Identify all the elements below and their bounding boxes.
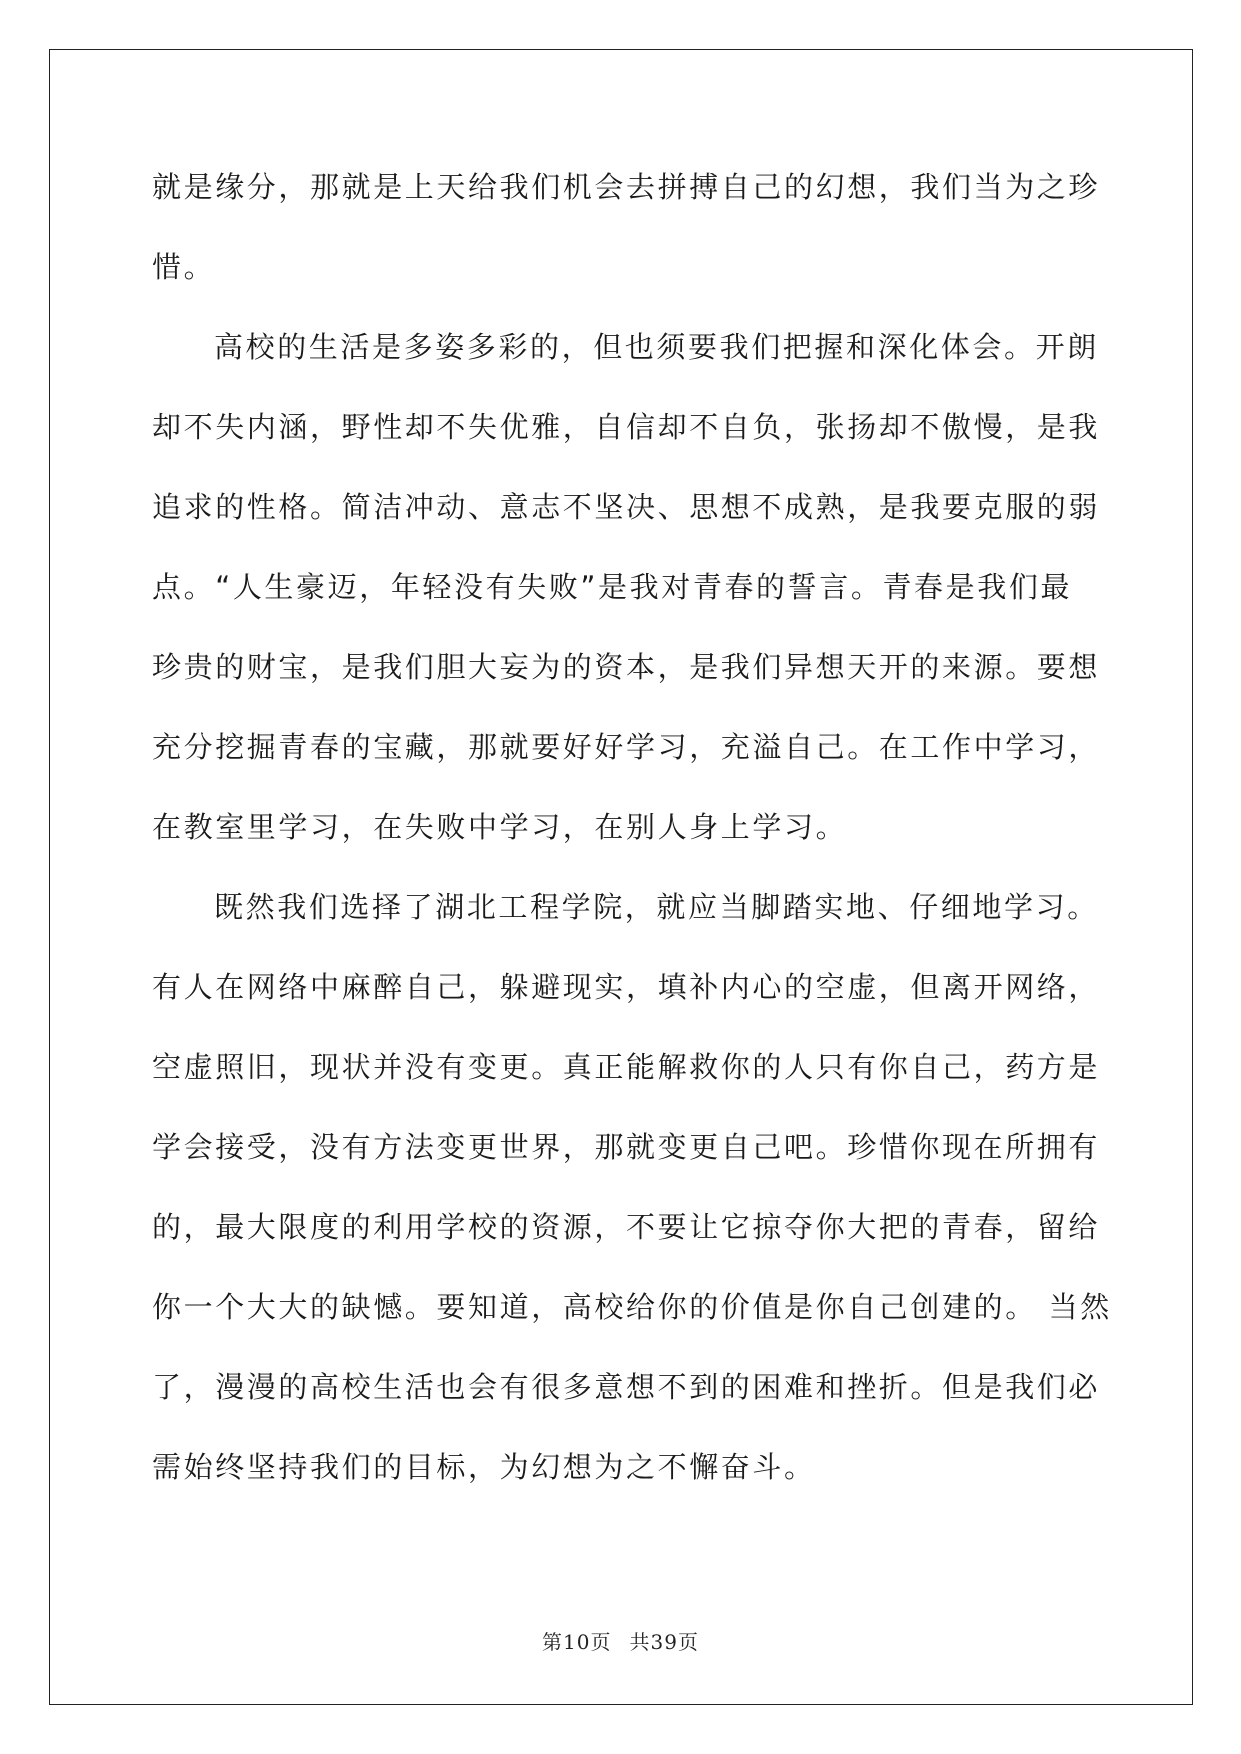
text-line: 珍贵的财宝，是我们胆大妄为的资本，是我们异想天开的来源。要想 [152,650,1101,684]
text-line: 你一个大大的缺憾。要知道，高校给你的价值是你自己创建的。 当然 [152,1290,1112,1324]
text-line: 惜。 [152,250,216,284]
paragraph-start-line: 既然我们选择了湖北工程学院，就应当脚踏实地、仔细地学习。 [214,890,1099,924]
text-line: 了，漫漫的高校生活也会有很多意想不到的困难和挫折。但是我们必 [152,1370,1101,1404]
text-line: 有人在网络中麻醉自己，躲避现实，填补内心的空虚，但离开网络， [152,970,1101,1004]
text-line: 充分挖掘青春的宝藏，那就要好好学习，充溢自己。在工作中学习， [152,730,1101,764]
text-line: 却不失内涵，野性却不失优雅，自信却不自负，张扬却不傲慢，是我 [152,410,1101,444]
paragraph-start-line: 高校的生活是多姿多彩的，但也须要我们把握和深化体会。开朗 [214,330,1099,364]
document-body [152,162,1112,1522]
text-line: 的，最大限度的利用学校的资源，不要让它掠夺你大把的青春，留给 [152,1210,1101,1244]
text-line: 在教室里学习，在失败中学习，在别人身上学习。 [152,810,848,844]
page-number: 第10页 [542,1630,612,1654]
text-line: 点。“人生豪迈，年轻没有失败”是我对青春的誓言。青春是我们最 [152,570,1073,604]
text-line: 空虚照旧，现状并没有变更。真正能解救你的人只有你自己，药方是 [152,1050,1101,1084]
text-line: 学会接受，没有方法变更世界，那就变更自己吧。珍惜你现在所拥有 [152,1130,1101,1164]
text-line: 就是缘分，那就是上天给我们机会去拼搏自己的幻想，我们当为之珍 [152,170,1101,204]
total-pages: 共39页 [629,1630,699,1654]
page-footer [0,1626,1241,1655]
text-line: 追求的性格。简洁冲动、意志不坚决、思想不成熟，是我要克服的弱 [152,490,1101,524]
text-line: 需始终坚持我们的目标，为幻想为之不懈奋斗。 [152,1450,816,1484]
